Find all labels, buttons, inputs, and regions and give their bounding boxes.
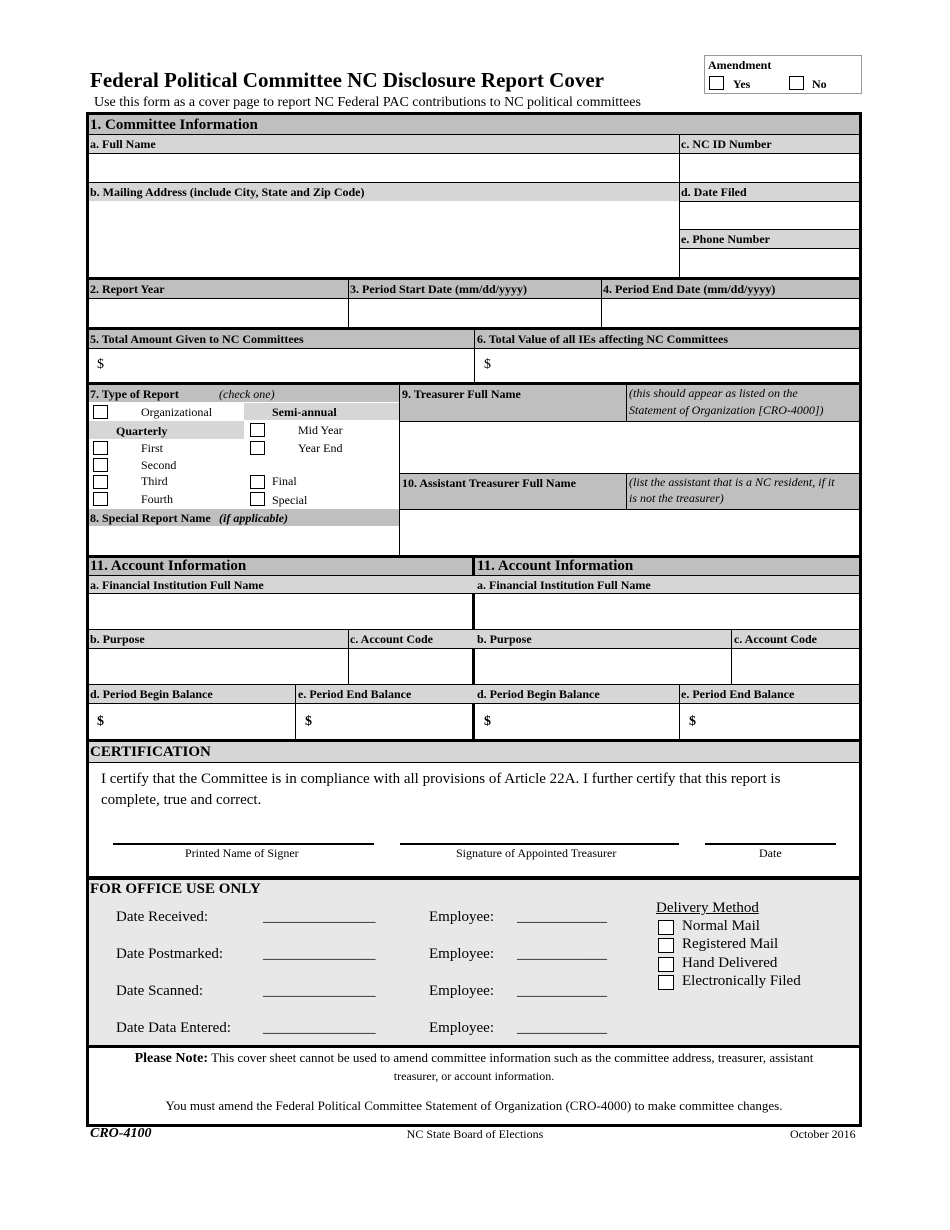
date-caption: Date: [759, 846, 782, 860]
employee-label-4: Employee:: [429, 1020, 494, 1036]
institution-field-left[interactable]: [89, 594, 472, 629]
treasurer-note-2: Statement of Organization [CRO-4000]): [629, 403, 824, 417]
special-name-hint: (if applicable): [219, 511, 288, 525]
line: [295, 685, 296, 740]
full-name-label-bg: [89, 135, 679, 153]
begin-balance-field-left[interactable]: [108, 704, 295, 738]
assistant-note-1: (list the assistant that is a NC resident, if it: [629, 475, 835, 489]
mid-year-label: Mid Year: [298, 423, 343, 437]
institution-field-right[interactable]: [475, 594, 859, 629]
frame-right: [859, 112, 862, 1127]
report-type-label: 7. Type of Report: [90, 387, 179, 401]
footer-agency: NC State Board of Elections: [406, 1127, 544, 1141]
mid-year-checkbox[interactable]: [250, 423, 265, 437]
electronically-filed-checkbox[interactable]: [658, 975, 674, 990]
office-use-title: FOR OFFICE USE ONLY: [90, 881, 261, 897]
period-start-label: 3. Period Start Date (mm/dd/yyyy): [350, 282, 527, 296]
line: [626, 474, 627, 509]
mailing-address-label: b. Mailing Address (include City, State and Zip Code): [90, 185, 365, 199]
begin-balance-dollar-right: $: [484, 714, 491, 729]
total-ies-dollar: $: [484, 357, 491, 372]
period-end-field[interactable]: [602, 299, 859, 327]
fourth-quarter-checkbox[interactable]: [93, 492, 108, 506]
note-bold-label: Please Note:: [134, 1051, 209, 1066]
certification-text-2: complete, true and correct.: [101, 792, 262, 808]
date-scanned-blank[interactable]: _______________: [263, 983, 376, 999]
total-given-dollar: $: [97, 357, 104, 372]
special-name-field[interactable]: [89, 527, 399, 555]
first-quarter-label: First: [141, 441, 164, 455]
institution-label-right: a. Financial Institution Full Name: [477, 578, 651, 592]
signature-line[interactable]: [400, 843, 679, 845]
account-code-label-left: c. Account Code: [350, 632, 433, 646]
total-ies-field[interactable]: [495, 349, 859, 382]
end-balance-label-right: e. Period End Balance: [681, 687, 795, 701]
divider: [89, 1045, 859, 1048]
purpose-label-right: b. Purpose: [477, 632, 532, 646]
page-subtitle: Use this form as a cover page to report NC Federal PAC contributions to NC political committees: [94, 95, 641, 110]
purpose-field-left[interactable]: [89, 649, 348, 684]
begin-balance-label-right: d. Period Begin Balance: [477, 687, 600, 701]
employee-blank-4[interactable]: ____________: [517, 1020, 607, 1036]
semi-annual-label: Semi-annual: [272, 405, 337, 419]
treasurer-name-label: 9. Treasurer Full Name: [402, 387, 521, 401]
assistant-note-2: is not the treasurer): [629, 491, 724, 505]
full-name-label: a. Full Name: [90, 137, 156, 151]
date-postmarked-label: Date Postmarked:: [116, 946, 224, 962]
year-end-checkbox[interactable]: [250, 441, 265, 455]
employee-label-2: Employee:: [429, 946, 494, 962]
line: [626, 385, 627, 421]
hand-delivered-checkbox[interactable]: [658, 957, 674, 972]
institution-label-left: a. Financial Institution Full Name: [90, 578, 264, 592]
end-balance-dollar-left: $: [305, 714, 312, 729]
account-code-label-right: c. Account Code: [734, 632, 817, 646]
account-title-left: 11. Account Information: [90, 558, 247, 574]
total-given-label: 5. Total Amount Given to NC Committees: [90, 332, 304, 346]
end-balance-field-right[interactable]: [700, 704, 859, 738]
begin-balance-label-left: d. Period Begin Balance: [90, 687, 213, 701]
final-label: Final: [272, 474, 297, 488]
organizational-label: Organizational: [141, 405, 213, 419]
printed-name-caption: Printed Name of Signer: [185, 846, 299, 860]
date-line[interactable]: [705, 843, 836, 845]
date-received-label: Date Received:: [116, 909, 209, 925]
assistant-treasurer-label: 10. Assistant Treasurer Full Name: [402, 476, 576, 490]
phone-label: e. Phone Number: [681, 232, 770, 246]
note-text-1: This cover sheet cannot be used to amend committee information such as the committee address, treasurer, assistant: [211, 1050, 814, 1065]
hand-delivered-label: Hand Delivered: [682, 955, 778, 971]
report-year-label: 2. Report Year: [90, 282, 165, 296]
employee-label-3: Employee:: [429, 983, 494, 999]
nc-id-field[interactable]: [680, 154, 859, 182]
end-balance-field-left[interactable]: [316, 704, 472, 738]
date-data-entered-label: Date Data Entered:: [116, 1020, 231, 1036]
purpose-field-right[interactable]: [475, 649, 731, 684]
delivery-method-title: Delivery Method: [656, 900, 759, 916]
special-label: Special: [272, 493, 308, 507]
account-code-field-left[interactable]: [349, 649, 472, 684]
amendment-label: Amendment: [708, 58, 772, 72]
account-title-right: 11. Account Information: [477, 558, 634, 574]
report-year-field[interactable]: [89, 299, 348, 327]
treasurer-note-1: (this should appear as listed on the: [629, 386, 798, 400]
third-quarter-label: Third: [141, 474, 168, 488]
second-quarter-label: Second: [141, 458, 177, 472]
year-end-label: Year End: [298, 441, 343, 455]
date-received-blank[interactable]: _______________: [263, 909, 376, 925]
treasurer-name-field[interactable]: [400, 422, 859, 473]
line: [474, 330, 475, 383]
registered-mail-label: Registered Mail: [682, 936, 779, 952]
registered-mail-checkbox[interactable]: [658, 938, 674, 953]
fourth-quarter-label: Fourth: [141, 492, 174, 506]
begin-balance-field-right[interactable]: [495, 704, 679, 738]
line: [679, 134, 680, 278]
quarterly-label: Quarterly: [116, 424, 168, 438]
special-checkbox[interactable]: [250, 492, 265, 506]
date-filed-label: d. Date Filed: [681, 185, 747, 199]
form-id: CRO-4100: [90, 1126, 152, 1141]
purpose-label-left: b. Purpose: [90, 632, 145, 646]
employee-blank-2[interactable]: ____________: [517, 946, 607, 962]
footer-date: October 2016: [790, 1127, 856, 1141]
first-quarter-checkbox[interactable]: [93, 441, 108, 455]
certification-text-1: I certify that the Committee is in compliance with all provisions of Article 22A. I further certify that this report is: [101, 771, 781, 787]
electronically-filed-label: Electronically Filed: [682, 973, 801, 989]
end-balance-label-left: e. Period End Balance: [298, 687, 412, 701]
signature-caption: Signature of Appointed Treasurer: [456, 846, 617, 860]
amendment-yes-checkbox[interactable]: [709, 76, 724, 90]
note-line-1: [89, 1050, 859, 1067]
amendment-yes-label: Yes: [733, 77, 751, 91]
account-code-field-right[interactable]: [732, 649, 859, 684]
total-given-field[interactable]: [108, 349, 474, 382]
assistant-treasurer-field[interactable]: [400, 510, 859, 555]
total-ies-label: 6. Total Value of all IEs affecting NC Committees: [477, 332, 728, 346]
employee-blank-1[interactable]: ____________: [517, 909, 607, 925]
third-quarter-checkbox[interactable]: [93, 475, 108, 489]
normal-mail-checkbox[interactable]: [658, 920, 674, 935]
line: [89, 762, 859, 763]
employee-label-1: Employee:: [429, 909, 494, 925]
note-text-3: You must amend the Federal Political Committee Statement of Organization (CRO-4000) to make committee changes.: [165, 1098, 783, 1113]
begin-balance-dollar-left: $: [97, 714, 104, 729]
organizational-checkbox[interactable]: [93, 405, 108, 419]
amendment-no-checkbox[interactable]: [789, 76, 804, 90]
phone-field[interactable]: [680, 249, 859, 278]
nc-id-label: c. NC ID Number: [681, 137, 772, 151]
page-title: Federal Political Committee NC Disclosure Report Cover: [90, 68, 604, 92]
full-name-field[interactable]: [89, 154, 679, 182]
printed-name-line[interactable]: [113, 843, 374, 845]
date-filed-field[interactable]: [680, 202, 859, 229]
mailing-address-field[interactable]: [89, 201, 679, 278]
period-start-field[interactable]: [349, 299, 601, 327]
period-end-label: 4. Period End Date (mm/dd/yyyy): [603, 282, 776, 296]
final-checkbox[interactable]: [250, 475, 265, 489]
employee-blank-3[interactable]: ____________: [517, 983, 607, 999]
second-quarter-checkbox[interactable]: [93, 458, 108, 472]
end-balance-dollar-right: $: [689, 714, 696, 729]
line: [679, 685, 680, 740]
note-text-2: treasurer, or account information.: [393, 1069, 555, 1083]
section1-title: 1. Committee Information: [90, 117, 258, 133]
date-data-entered-blank[interactable]: _______________: [263, 1020, 376, 1036]
normal-mail-label: Normal Mail: [682, 918, 760, 934]
amendment-no-label: No: [812, 77, 827, 91]
date-postmarked-blank[interactable]: _______________: [263, 946, 376, 962]
certification-title: CERTIFICATION: [90, 744, 211, 760]
report-type-hint: (check one): [219, 387, 275, 401]
date-scanned-label: Date Scanned:: [116, 983, 204, 999]
special-name-label: 8. Special Report Name: [90, 511, 211, 525]
